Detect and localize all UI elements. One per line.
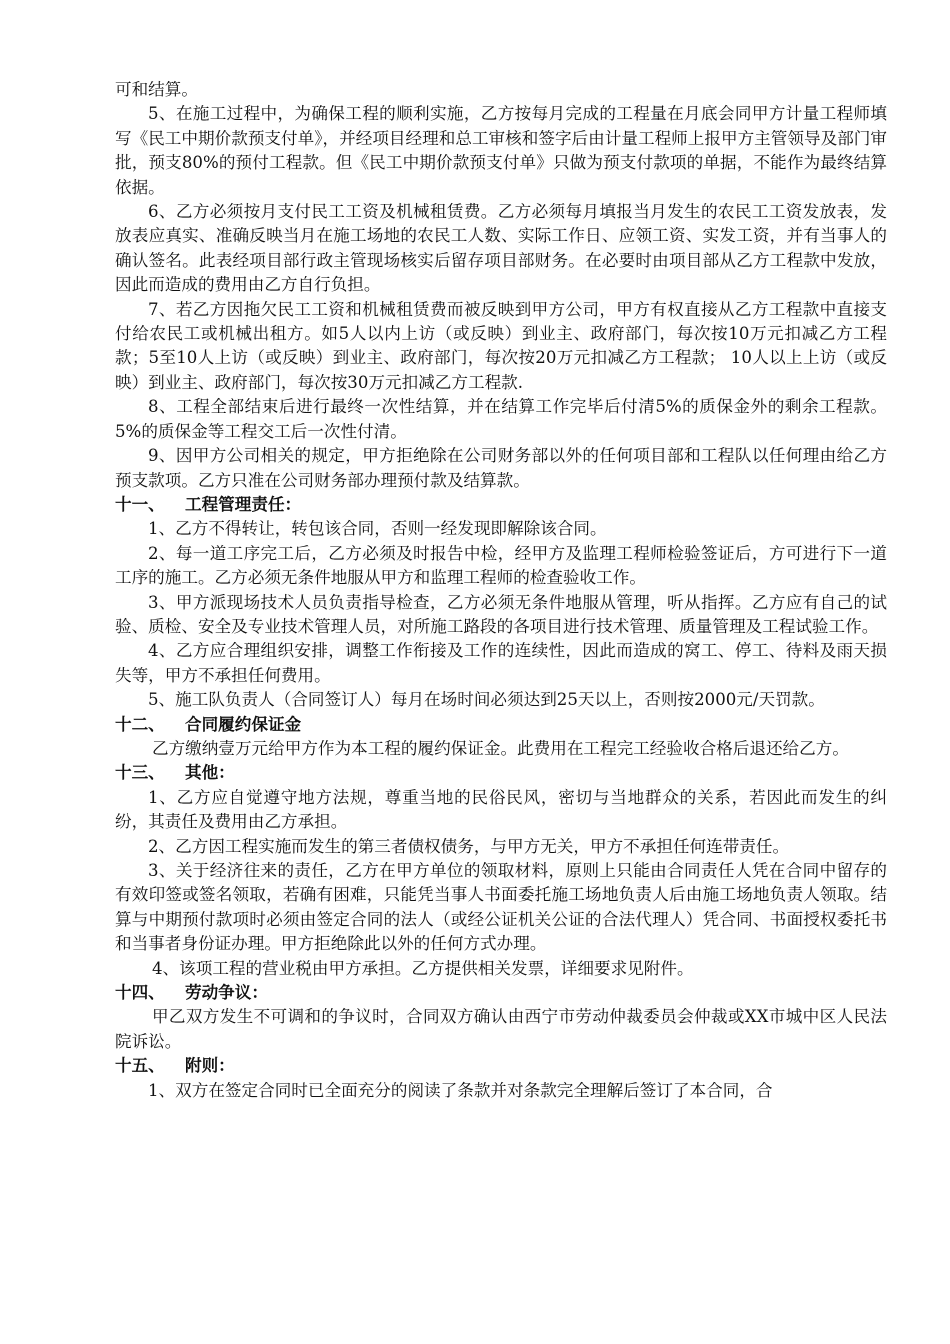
section-title: 附则： bbox=[185, 1056, 235, 1076]
section-heading bbox=[115, 713, 887, 737]
document-page bbox=[115, 78, 887, 1103]
paragraph: 甲乙双方发生不可调和的争议时，合同双方确认由西宁市劳动仲裁委员会仲裁或XX市城中区人民法院诉讼。 bbox=[115, 1007, 887, 1051]
paragraph: 1、乙方应自觉遵守地方法规，尊重当地的民俗民风，密切与当地群众的关系，若因此而发生的纠纷，其责任及费用由乙方承担。 bbox=[115, 787, 887, 832]
paragraph: 1、双方在签定合同时已全面充分的阅读了条款并对条款完全理解后签订了本合同，合 bbox=[148, 1080, 773, 1100]
paragraph: 乙方缴纳壹万元给甲方作为本工程的履约保证金。此费用在工程完工经验收合格后退还给乙方。 bbox=[152, 738, 849, 758]
section-heading bbox=[115, 1054, 887, 1078]
paragraph: 2、每一道工序完工后，乙方必须及时报告中检，经甲方及监理工程师检验签证后，方可进行下一道工序的施工。乙方必须无条件地服从甲方和监理工程师的检查验收工作。 bbox=[115, 543, 887, 588]
paragraph: 5、在施工过程中，为确保工程的顺利实施，乙方按每月完成的工程量在月底会同甲方计量工程师填写《民工中期价款预支付单》，并经项目经理和总工审核和签字后由计量工程师上报甲方主管领导及部门审批，预支80%的预付工程款。但《民工中期价款预支付单》只做为预支付款项的单据，不能作为最终结算依据。 bbox=[115, 104, 887, 197]
paragraph: 5、施工队负责人（合同签订人）每月在场时间必须达到25天以上，否则按2000元/天罚款。 bbox=[148, 690, 825, 710]
section-number: 十三、 bbox=[115, 763, 165, 783]
paragraph: 6、乙方必须按月支付民工工资及机械租赁费。乙方必须每月填报当月发生的农民工工资发放表，发放表应真实、准确反映当月在施工场地的农民工人数、实际工作日、应领工资、实发工资，并有当事人的确认签名。此表经项目部行政主管现场核实后留存项目部财务。在必要时由项目部从乙方工程款中发放，因此而造成的费用由乙方自行负担。 bbox=[115, 202, 887, 295]
section-heading bbox=[115, 761, 887, 785]
section-number: 十一、 bbox=[115, 494, 165, 514]
paragraph: 1、乙方不得转让，转包该合同，否则一经发现即解除该合同。 bbox=[148, 519, 607, 539]
section-heading bbox=[115, 493, 887, 517]
paragraph: 3、关于经济往来的责任，乙方在甲方单位的领取材料，原则上只能由合同责任人凭在合同中留存的有效印签或签名领取，若确有困难，只能凭当事人书面委托施工场地负责人后由施工场地负责人领取。结算与中期预付款项时必须由签定合同的法人（或经公证机关公证的合法代理人）凭合同、书面授权委托书和当事者身份证办理。甲方拒绝除此以外的任何方式办理。 bbox=[115, 861, 887, 954]
section-title: 合同履约保证金 bbox=[185, 714, 302, 734]
section-number: 十二、 bbox=[115, 714, 165, 734]
paragraph: 3、甲方派现场技术人员负责指导检查，乙方必须无条件地服从管理，听从指挥。乙方应有自己的试验、质检、安全及专业技术管理人员，对所施工路段的各项目进行技术管理、质量管理及工程试验工作。 bbox=[115, 592, 887, 636]
paragraph: 8、工程全部结束后进行最终一次性结算，并在结算工作完毕后付清5%的质保金外的剩余工程款。5%的质保金等工程交工后一次性付清。 bbox=[115, 397, 887, 441]
section-number: 十四、 bbox=[115, 983, 165, 1003]
paragraph: 9、因甲方公司相关的规定，甲方拒绝除在公司财务部以外的任何项目部和工程队以任何理由给乙方预支款项。乙方只准在公司财务部办理预付款及结算款。 bbox=[115, 446, 887, 490]
paragraph: 7、若乙方因拖欠民工工资和机械租赁费而被反映到甲方公司，甲方有权直接从乙方工程款中直接支付给农民工或机械出租方。如5人以内上访（或反映）到业主、政府部门，每次按10万元扣减乙方工程款；5至10人上访（或反映）到业主、政府部门，每次按20万元扣减乙方工程款； 10人以上上访（或反映）到业主、政府部门，每次按30万元扣减乙方工程款. bbox=[115, 299, 887, 392]
paragraph: 4、乙方应合理组织安排，调整工作衔接及工作的连续性，因此而造成的窝工、停工、待料及雨天损失等，甲方不承担任何费用。 bbox=[115, 641, 887, 685]
paragraph: 可和结算。 bbox=[115, 80, 198, 99]
section-number: 十五、 bbox=[115, 1056, 165, 1076]
section-heading bbox=[115, 981, 887, 1005]
section-title: 其他： bbox=[185, 763, 235, 783]
paragraph: 2、乙方因工程实施而发生的第三者债权债务，与甲方无关，甲方不承担任何连带责任。 bbox=[148, 836, 790, 856]
section-title: 工程管理责任： bbox=[185, 494, 302, 514]
section-title: 劳动争议： bbox=[185, 983, 268, 1003]
paragraph: 4、该项工程的营业税由甲方承担。乙方提供相关发票，详细要求见附件。 bbox=[152, 958, 694, 978]
